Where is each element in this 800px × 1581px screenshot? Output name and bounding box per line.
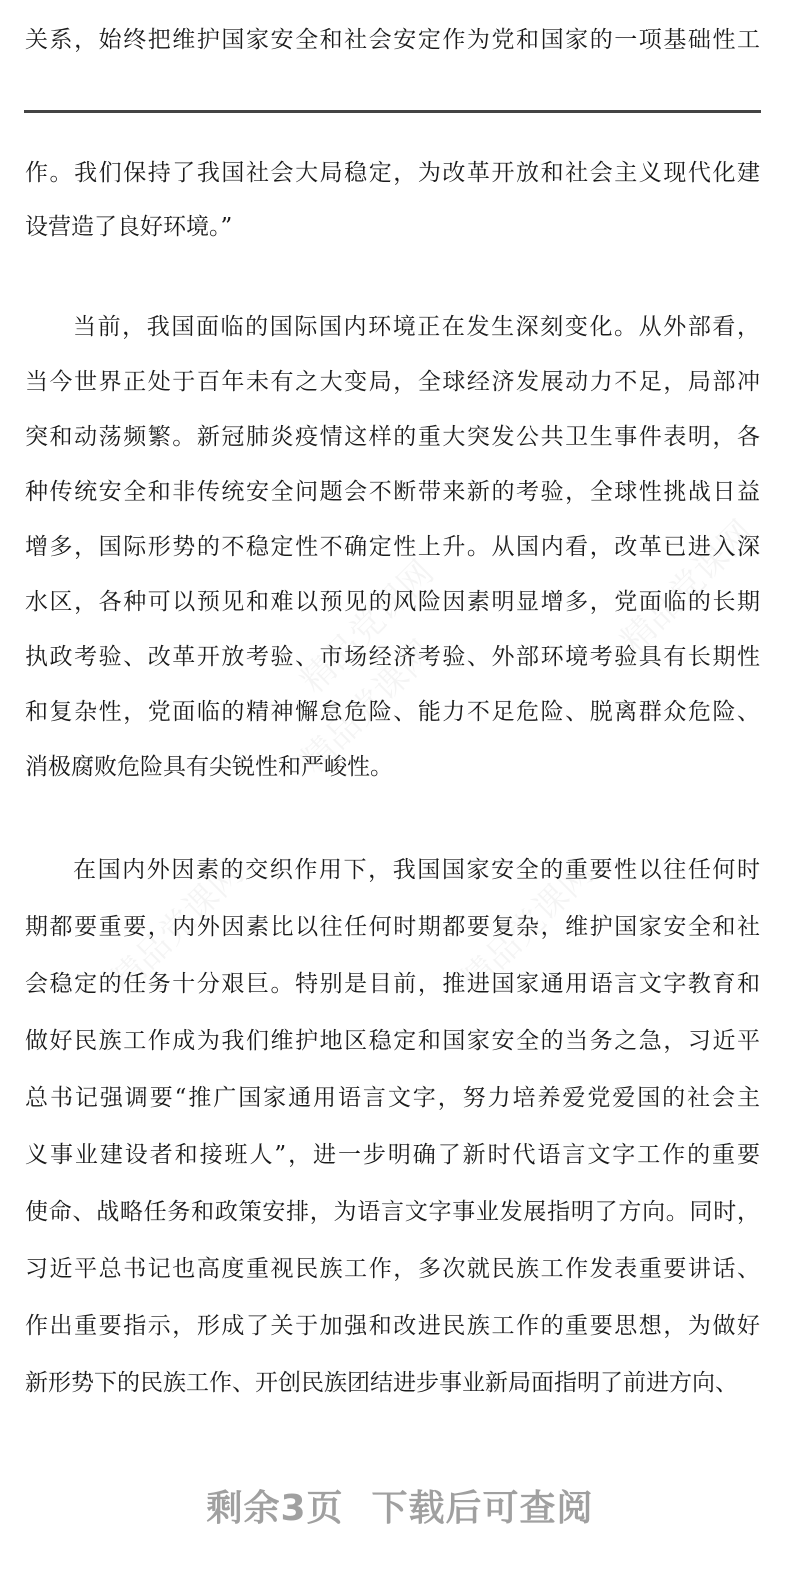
text-line: 突和动荡频繁。新冠肺炎疫情这样的重大突发公共卫生事件表明，各 xyxy=(25,424,760,450)
text-line: 消极腐败危险具有尖锐性和严峻性。 xyxy=(25,754,393,780)
text-line: 新形势下的民族工作、开创民族团结进步事业新局面指明了前进方向、 xyxy=(25,1370,738,1396)
text-line: 习近平总书记也高度重视民族工作，多次就民族工作发表重要讲话、 xyxy=(25,1256,760,1282)
text-line: 当今世界正处于百年未有之大变局，全球经济发展动力不足，局部冲 xyxy=(25,369,760,395)
text-line: 和复杂性，党面临的精神懈怠危险、能力不足危险、脱离群众危险、 xyxy=(25,699,760,725)
text-line: 做好民族工作成为我们维护地区稳定和国家安全的当务之急，习近平 xyxy=(25,1028,760,1054)
text-line: 义事业建设者和接班人”，进一步明确了新时代语言文字工作的重要 xyxy=(25,1142,760,1168)
text-line: 总书记强调要“推广国家通用语言文字，努力培养爱党爱国的社会主 xyxy=(25,1085,760,1111)
download-to-view-label: 下载后可查阅 xyxy=(371,1488,594,1529)
text-line: 期都要重要，内外因素比以往任何时期都要复杂，维护国家安全和社 xyxy=(25,914,760,940)
watermark xyxy=(608,507,763,662)
text-line: 设营造了良好环境。” xyxy=(25,214,233,240)
text-line: 水区，各种可以预见和难以预见的风险因素明显增多，党面临的长期 xyxy=(25,589,760,615)
text-line: 作出重要指示，形成了关于加强和改进民族工作的重要思想，为做好 xyxy=(25,1313,760,1339)
remaining-pages-label: 剩余3页 xyxy=(206,1488,344,1529)
text-line: 关系，始终把维护国家安全和社会安定作为党和国家的一项基础性工 xyxy=(25,27,760,53)
text-line: 会稳定的任务十分艰巨。特别是目前，推进国家通用语言文字教育和 xyxy=(25,971,760,997)
text-line: 种传统安全和非传统安全问题会不断带来新的考验，全球性挑战日益 xyxy=(25,479,760,505)
page-divider xyxy=(24,110,761,113)
text-line: 执政考验、改革开放考验、市场经济考验、外部环境考验具有长期性 xyxy=(25,644,760,670)
text-line: 在国内外因素的交织作用下，我国国家安全的重要性以往任何时 xyxy=(73,857,760,883)
text-line: 增多，国际形势的不稳定性不确定性上升。从国内看，改革已进入深 xyxy=(25,534,760,560)
text-line: 作。我们保持了我国社会大局稳定，为改革开放和社会主义现代化建 xyxy=(25,160,760,186)
text-line: 使命、战略任务和政策安排，为语言文字事业发展指明了方向。同时， xyxy=(25,1199,760,1225)
text-line: 当前，我国面临的国际国内环境正在发生深刻变化。从外部看， xyxy=(73,314,760,340)
download-prompt[interactable] xyxy=(0,1480,800,1531)
